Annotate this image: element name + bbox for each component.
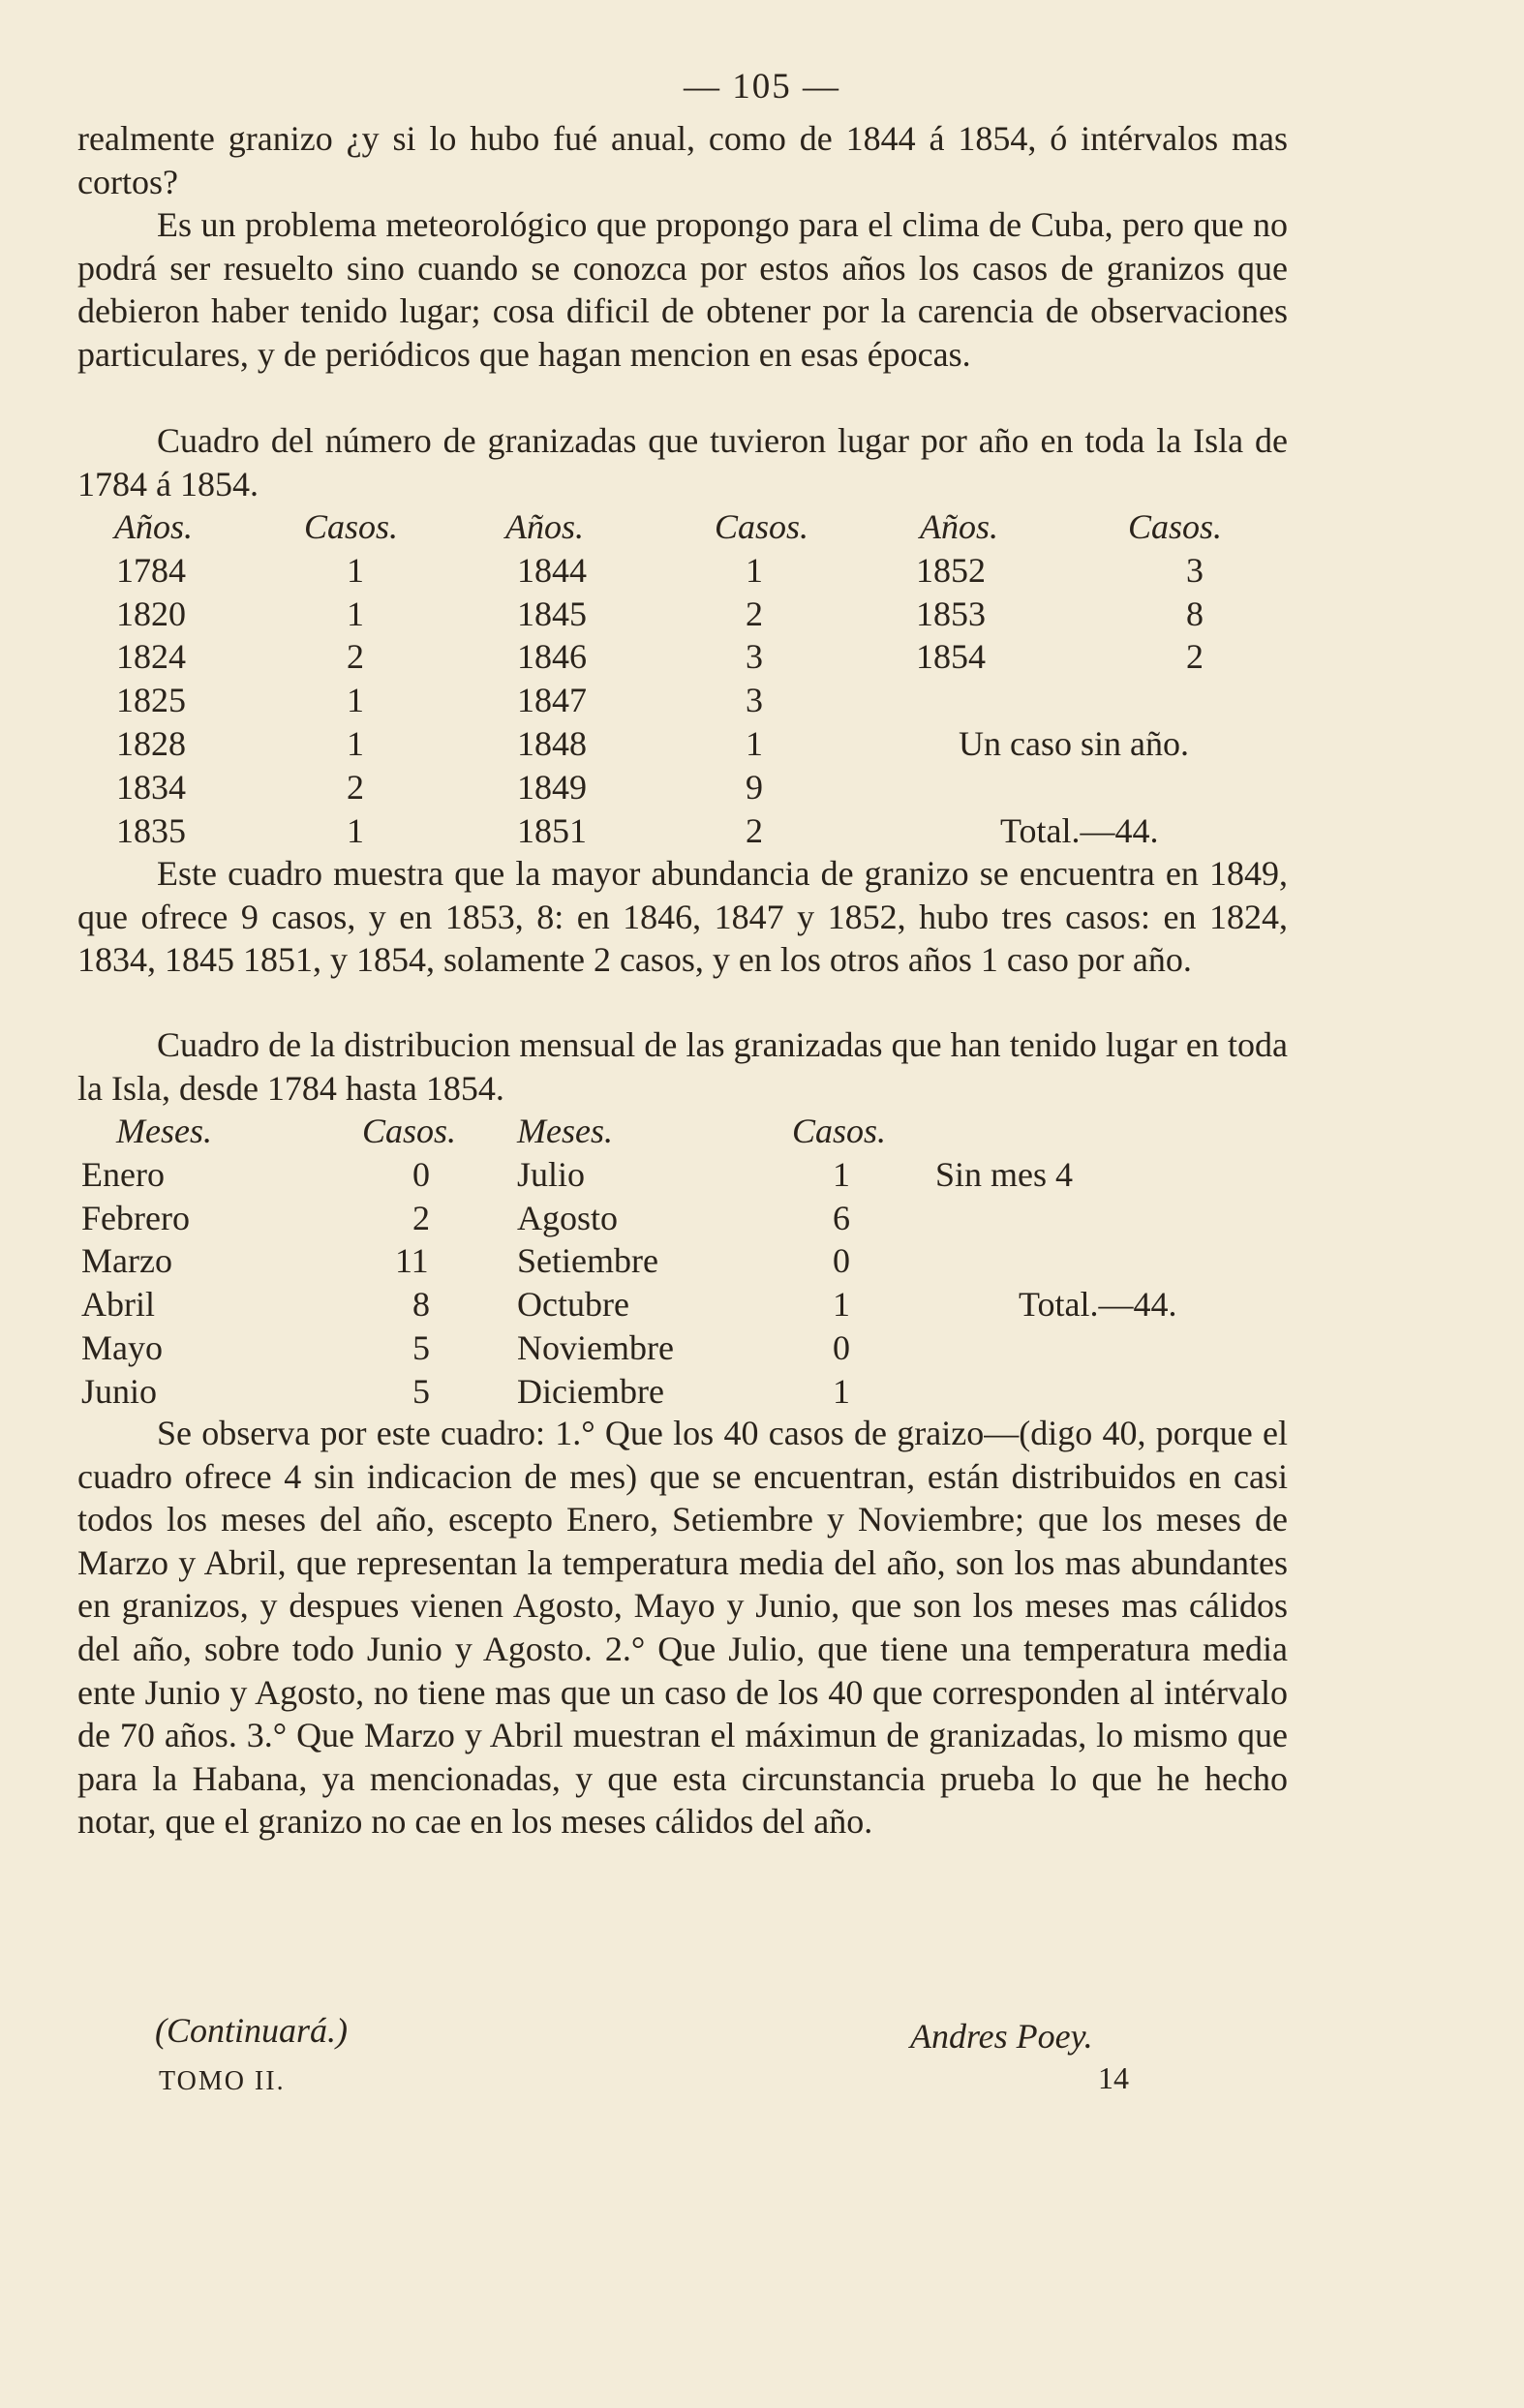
table-cell: 2	[347, 767, 364, 807]
table-cell: 1	[347, 550, 364, 590]
table-cell: Enero	[81, 1154, 165, 1194]
table-cell: 1849	[517, 767, 587, 807]
table-cell: 1851	[517, 810, 587, 850]
table-cell: 5	[412, 1328, 430, 1367]
table-cell: 1	[746, 724, 763, 763]
table-cell: 0	[412, 1154, 430, 1194]
table-cell: 1835	[116, 810, 186, 850]
table-cell: 11	[395, 1241, 429, 1281]
table-cell: 1834	[116, 767, 186, 807]
table-cell: Octubre	[517, 1285, 629, 1325]
table-cell: 1	[347, 681, 364, 720]
paragraph-intro: realmente granizo ¿y si lo hubo fué anual, como de 1844 á 1854, ó intérvalos mas cortos?	[77, 119, 1288, 201]
table-cell: 1853	[916, 594, 986, 633]
table-cell: 3	[1186, 550, 1204, 590]
continuation-note: (Continuará.)	[155, 2011, 349, 2050]
table-header: Meses.	[116, 1112, 212, 1150]
table-cell: 1844	[517, 550, 587, 590]
table-cell: 2	[412, 1198, 430, 1237]
table-cell: 5	[412, 1371, 430, 1411]
table-cell: Marzo	[81, 1241, 172, 1281]
table-cell: Abril	[81, 1285, 155, 1325]
table-header: Años.	[920, 507, 998, 546]
table-cell: Diciembre	[517, 1371, 664, 1411]
paragraph-table1-caption: Cuadro del número de granizadas que tuvieron lugar por año en toda la Isla de 1784 á 1854.	[77, 421, 1288, 503]
note-no-month: Sin mes 4	[935, 1154, 1074, 1194]
table-years	[0, 505, 1524, 854]
table-cell: 1854	[916, 637, 986, 677]
table-cell: Febrero	[81, 1198, 190, 1237]
table-cell: Mayo	[81, 1328, 163, 1367]
table-header: Meses.	[517, 1112, 613, 1150]
table-cell: 1820	[116, 594, 186, 633]
table-cell: 1828	[116, 724, 186, 763]
author-signature: Andres Poey.	[910, 2017, 1093, 2056]
table-cell: 1	[347, 810, 364, 850]
paragraph-problem: Es un problema meteorológico que propongo para el clima de Cuba, pero que no podrá ser resuelto sino cuando se conozca por estos años los casos de granizos que debieron haber tenido lugar; cosa dificil de obtener por la carencia de observaciones particulares, y de periódicos que hagan mencion en esas épocas.	[77, 205, 1288, 374]
volume-label: TOMO II.	[159, 2066, 286, 2096]
table-cell: 1847	[517, 681, 587, 720]
table-cell: 0	[833, 1241, 850, 1281]
total-months: Total.—44.	[1019, 1285, 1177, 1325]
note-no-year: Un caso sin año.	[959, 724, 1189, 763]
table-cell: 1	[347, 724, 364, 763]
table-months	[0, 1110, 1524, 1419]
table-cell: 1852	[916, 550, 986, 590]
table-cell: 1	[833, 1154, 850, 1194]
table-cell: Julio	[517, 1154, 586, 1194]
table-cell: 8	[1186, 594, 1204, 633]
table-cell: 1825	[116, 681, 186, 720]
table-cell: 2	[347, 637, 364, 677]
table-cell: 3	[746, 637, 763, 677]
sheet-number: 14	[1098, 2060, 1129, 2095]
page-number: — 105 —	[684, 67, 840, 107]
table-cell: 1848	[517, 724, 587, 763]
table-cell: 8	[412, 1285, 430, 1325]
table-header: Casos.	[1128, 507, 1223, 546]
table-cell: 0	[833, 1328, 850, 1367]
table-cell: 1824	[116, 637, 186, 677]
table-cell: 1	[833, 1371, 850, 1411]
paragraph-table2-analysis: Se observa por este cuadro: 1.° Que los 40 casos de graizo—(digo 40, porque el cuadro ofrece 4 sin indicacion de mes) que se encuentran, están distribuidos en casi todos los meses del año, escepto Enero, Setiembre y Noviembre; que los meses de Marzo y Abril, que representan la temperatura media del año, son los mas abundantes en granizos, y despues vienen Agosto, Mayo y Junio, que son los meses mas cálidos del año, sobre todo Junio y Agosto. 2.° Que Julio, que tiene una temperatura media ente Junio y Agosto, no tiene mas que un caso de los 40 que corresponden al intérvalo de 70 años. 3.° Que Marzo y Abril muestran el máximun de granizadas, lo mismo que para la Habana, ya mencionadas, y que esta circunstancia prueba lo que he hecho notar, que el granizo no cae en los meses cálidos del año.	[77, 1414, 1288, 1842]
table-header: Casos.	[304, 507, 399, 546]
paragraph-table1-analysis: Este cuadro muestra que la mayor abundancia de granizo se encuentra en 1849, que ofrece 9 casos, y en 1853, 8: en 1846, 1847 y 1852, hubo tres casos: en 1824, 1834, 1845 1851, y 1854, solamente 2 casos, y en los otros años 1 caso por año.	[77, 854, 1288, 980]
table-header: Casos.	[715, 507, 809, 546]
table-cell: Junio	[81, 1371, 158, 1411]
table-cell: Noviembre	[517, 1328, 674, 1367]
table-cell: 3	[746, 681, 763, 720]
table-cell: 1	[347, 594, 364, 633]
table-header: Casos.	[362, 1112, 457, 1150]
table-header: Casos.	[792, 1112, 887, 1150]
table-cell: 6	[833, 1198, 850, 1237]
table-header: Años.	[505, 507, 584, 546]
table-cell: 1	[833, 1285, 850, 1325]
table-cell: 1784	[116, 550, 186, 590]
table-cell: 2	[746, 594, 763, 633]
table-cell: 1846	[517, 637, 587, 677]
total-years: Total.—44.	[1000, 810, 1159, 850]
table-cell: Setiembre	[517, 1241, 658, 1281]
table-header: Años.	[114, 507, 193, 546]
table-cell: 9	[746, 767, 763, 807]
table-cell: Agosto	[517, 1198, 619, 1237]
paragraph-table2-caption: Cuadro de la distribucion mensual de las granizadas que han tenido lugar en toda la Isla, desde 1784 hasta 1854.	[77, 1025, 1288, 1108]
table-cell: 2	[746, 810, 763, 850]
table-cell: 1	[746, 550, 763, 590]
table-cell: 1845	[517, 594, 587, 633]
table-cell: 2	[1186, 637, 1204, 677]
